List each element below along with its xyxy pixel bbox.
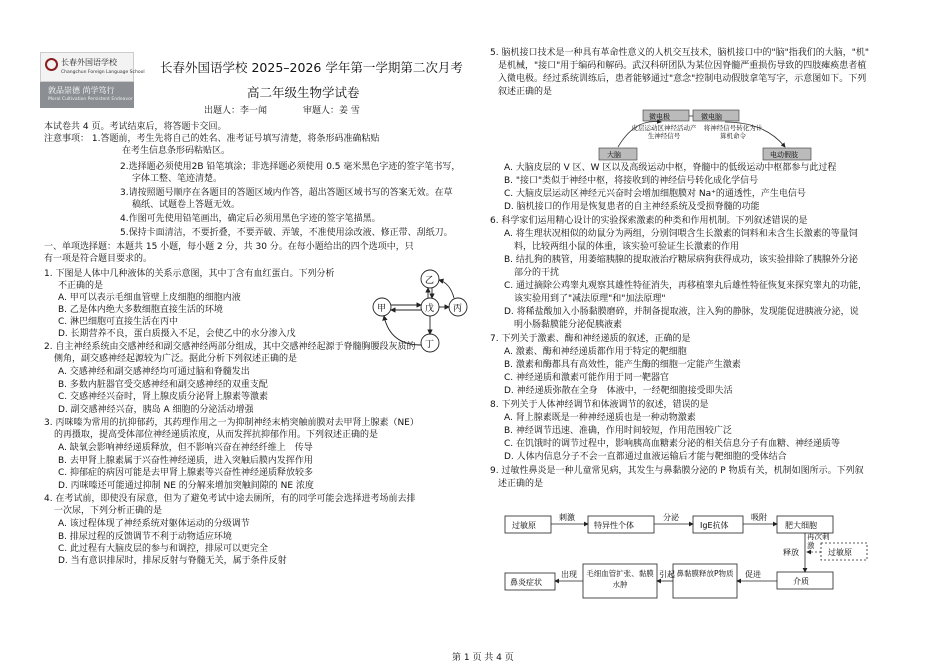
specific-label: 特异性个体 [594, 521, 634, 530]
right-text-line: 是机械，"接口"用于编码和解码。武汉科研团队为某位因脊髓严重损伤导致的四肢瘫痪患者植 [498, 61, 867, 71]
mast-label: 肥大细胞 [785, 521, 817, 530]
left-text-line: 不正确的是 [58, 281, 104, 291]
right-text-line: C. 大脑皮层运动区神经元兴奋时会增加细胞膜对 Na⁺的通透性，产生电信号 [504, 189, 806, 199]
right-text-line: B. 结扎狗的胰管，用萎缩胰腺的提取液治疗糖尿病狗获得成功，该实验排除了胰腺外分泌 [504, 255, 858, 265]
logo-motto-en: Moral Cultivation Persistent Endeavor [48, 97, 133, 102]
right-text-line: 6. 科学家们运用精心设计的实验探索激素的种类和作用机制。下列叙述错误的是 [490, 216, 808, 226]
right-text-line: B. 神经调节迅速、准确，作用时间较短，作用范围较广泛 [504, 426, 732, 436]
promote-label: 促进 [745, 570, 761, 579]
right-text-line: A. 激素、酶和神经递质都作用于特定的靶细胞 [504, 347, 687, 357]
right-text-line: B. 激素和酶都具有高效性，能产生酶的细胞一定能产生激素 [504, 360, 741, 370]
allergen-label: 过敏原 [512, 521, 536, 530]
exam-title: 长春外国语学校 2025–2026 学年第一学期第二次月考 [160, 60, 463, 75]
micro-electrode-label: 微电极 [649, 113, 670, 121]
allergen2-label: 过敏原 [828, 548, 852, 557]
right-text-line: 叙述正确的是 [498, 87, 553, 97]
nasal-label: 鼻黏膜释放P物质 [676, 569, 734, 578]
secrete-label: 分泌 [663, 513, 679, 522]
left-text-line: 的再摄取，提高受体部位神经递质浓度，从而发挥抗抑郁作用。下列叙述正确的是 [54, 430, 379, 440]
left-text-line: B. 乙是体内绝大多数细胞直接生活的环境 [58, 305, 223, 315]
left-text-line: 一、单项选择题：本题共 15 小题，每小题 2 分，共 30 分。在每小题给出的四个选项中，只 [44, 242, 414, 252]
right-text-line: 7. 下列关于激素、酶和神经递质的叙述，正确的是 [490, 334, 691, 344]
left-text-line: C. 此过程有大脑皮层的参与和调控，排尿可以更完全 [58, 544, 269, 554]
appear-label: 出现 [561, 570, 577, 579]
bci-diagram [595, 108, 825, 164]
left-text-line: C. 抑郁症的病因可能是去甲肾上腺素等兴奋性神经递质释放较多 [58, 468, 314, 478]
page-footer: 第 1 页 共 4 页 [452, 653, 514, 663]
right-text-line: A. 肾上腺素既是一种神经递质也是一种动物激素 [504, 413, 696, 423]
left-text-line: 3. 丙咪嗪为常用的抗抑郁药，其药理作用之一为抑制神经末梢突触前膜对去甲肾上腺素（NE） [44, 418, 419, 428]
brain-label: 大脑 [607, 151, 621, 159]
right-text-line: C. 神经递质和激素可能作用于同一靶器官 [504, 373, 670, 383]
left-text-line: D. 当有意识排尿时，排尿反射与脊髓无关，属于条件反射 [58, 556, 287, 566]
left-text-line: D. 丙咪嗪还可能通过抑制 NE 的分解来增加突触间隙的 NE 浓度 [58, 481, 314, 491]
left-text-line: 5.保持卡面清洁，不要折叠，不要弄破、弄皱，不准使用涂改液、修正带、刮纸刀。 [120, 228, 453, 238]
label-ding: 丁 [425, 340, 435, 350]
exam-subtitle: 高二年级生物学试卷 [247, 85, 360, 100]
seal-icon [45, 58, 58, 71]
again-stimulate-label: 再次刺激 [807, 532, 830, 550]
left-text-line: 4. 在考试前，即使没有尿意，但为了避免考试中途去厕所，有的同学可能会选择进考场前去排 [44, 494, 416, 504]
right-text-line: C. 通过摘除公鸡睾丸观察其雄性特征消失，再移植睾丸后雄性特征恢复来探究睾丸的功能， [504, 281, 868, 291]
label-jia: 甲 [377, 304, 387, 314]
right-text-line: 料，比较两组小鼠的体重，该实验可验证生长激素的作用 [514, 242, 740, 252]
right-text-line: D. 将稀盐酸加入小肠黏膜磨碎，并制备提取液，注入狗的静脉，发现能促进胰液分泌，说 [504, 307, 859, 317]
right-text-line: C. 在饥饿时的调节过程中，影响胰高血糖素分泌的相关信息分子有血糖、神经递质等 [504, 439, 841, 449]
right-text-line: 该实验用到了"减法原理"和"加法原理" [514, 294, 666, 304]
left-text-line: B. 多数内脏器官受交感神经和副交感神经的双重支配 [58, 380, 268, 390]
right-text-line: A. 将生理状况相似的幼鼠分为两组，分别饲喂含生长激素的饲料和未含生长激素的等量饲 [504, 229, 858, 239]
logo-header [40, 52, 145, 82]
authors: 出题人：李一闻 审题人：姜 雪 [204, 106, 360, 116]
fluid-diagram [360, 265, 470, 370]
logo-en: Changchun Foreign Language School [61, 70, 145, 75]
right-text-line: D. 脑机接口的作用是恢复患者的自主神经系统及受损脊髓的功能 [504, 202, 760, 212]
mediator-label: 介质 [793, 577, 809, 586]
right-text-line: 述正确的是 [498, 479, 544, 489]
left-text-line: 1. 下图是人体中几种液体的关系示意图，其中丁含有血红蛋白。下列分析 [44, 269, 335, 279]
left-text-line: A. 交感神经和副交感神经均可通过脑和脊髓发出 [58, 367, 250, 377]
right-text-line: D. 人体内信息分子不会一直都通过血液运输后才能与靶细胞的受体结合 [504, 452, 787, 462]
left-text-line: 本试卷共 4 页。考试结束后，将答题卡交回。 [44, 122, 227, 132]
logo-motto: 敦品崇德 尚学笃行 [48, 86, 115, 95]
ige-label: IgE抗体 [700, 521, 729, 530]
left-note: 皮层运动区神经活动产生神经信号 [631, 124, 697, 140]
right-note: 将神经信号转化为计算机命令 [703, 124, 763, 140]
right-text-line: B. "接口"类似于神经中枢，将接收到的神经信号转化成化学信号 [504, 176, 759, 186]
right-text-line: 入微电极。经过系统训练后，患者能够通过"意念"控制电动假肢拿笔写字，示意图如下。下列 [498, 74, 867, 84]
symptom-label: 鼻炎症状 [510, 578, 542, 587]
left-text-line: A. 甲可以表示毛细血管壁上皮细胞的细胞内液 [58, 293, 241, 303]
left-text-line: 有一项是符合题目要求的。 [44, 254, 153, 264]
left-text-line: 一次尿，下列分析正确的是 [54, 506, 163, 516]
left-text-line: 在考生信息条形码粘贴区。 [122, 146, 231, 156]
left-text-line: A. 缺氧会影响神经递质释放，但不影响兴奋在神经纤维上 传导 [58, 443, 313, 453]
left-text-line: C. 淋巴细胞可直接生活在丙中 [58, 317, 179, 327]
label-yi: 乙 [425, 276, 435, 286]
school-logo [40, 52, 145, 108]
left-text-line: 侧角，副交感神经起源较为广泛。据此分析下列叙述正确的是 [54, 354, 298, 364]
right-text-line: 5. 脑机接口技术是一种具有革命性意义的人机交互技术，脑机接口中的"脑"指我们的大脑，"机" [490, 48, 870, 58]
left-text-line: 注意事项： 1.答题前，考生先将自己的姓名、准考证号填写清楚，将条形码准确粘贴 [44, 134, 380, 144]
left-text-line: B. 排尿过程的反馈调节不利于动物适应环境 [58, 532, 232, 542]
left-text-line: 字体工整、笔迹清楚。 [132, 174, 223, 184]
left-text-line: D. 副交感神经兴奋，胰岛 A 细胞的分泌活动增强 [58, 405, 254, 415]
logo-cn: 长春外国语学校 [61, 58, 117, 67]
prosthesis-label: 电动假肢 [770, 151, 798, 159]
left-text-line: 2.选择题必须使用2B 铅笔填涂；非选择题必须使用 0.5 毫米黑色字迹的签字笔书写， [120, 162, 461, 172]
right-text-line: D. 神经递质弥散在全身 体液中，一经靶细胞接受即失活 [504, 386, 733, 396]
release-label: 释放 [783, 548, 799, 557]
right-text-line: 8. 下列关于人体神经调节和体液调节的叙述，错误的是 [490, 400, 709, 410]
right-text-line: 明小肠黏膜能分泌促胰液素 [514, 320, 623, 330]
allergy-diagram [503, 510, 873, 618]
stimulate-label: 刺激 [559, 513, 575, 522]
left-text-line: 2. 自主神经系统由交感神经和副交感神经两部分组成，其中交感神经起源于脊髓胸腰段灰质的 [44, 342, 416, 352]
adsorb-label: 吸附 [751, 513, 767, 522]
left-text-line: A. 该过程体现了神经系统对躯体运动的分级调节 [58, 519, 250, 529]
right-text-line: 9. 过敏性鼻炎是一种儿童常见病，其发生与鼻黏膜分泌的 P 物质有关，机制如图所示。下列叙 [490, 466, 864, 476]
left-text-line: 3.请按照题号顺序在各题目的答题区域内作答，超出答题区域书写的答案无效。在草 [120, 188, 453, 198]
right-text-line: 部分的干扰 [514, 268, 560, 278]
left-text-line: D. 长期营养不良，蛋白质摄入不足，会使乙中的水分渗入戊 [58, 329, 296, 339]
left-text-line: 4.作图可先使用铅笔画出，确定后必须用黑色字迹的签字笔描黑。 [120, 214, 381, 224]
right-text-line: A. 大脑皮层的 V 区、W 区以及高级运动中枢，脊髓中的低级运动中枢都参与此过程 [504, 163, 837, 173]
left-text-line: 稿纸、试题卷上答题无效。 [132, 200, 241, 210]
label-bing: 丙 [453, 304, 463, 314]
left-text-line: B. 去甲肾上腺素属于兴奋性神经递质，进入突触后膜内发挥作用 [58, 456, 313, 466]
cause-label: 引起 [659, 570, 675, 579]
label-wu: 戊 [425, 304, 435, 314]
micro-computer-label: 微电脑 [701, 113, 722, 121]
capillary-label: 毛细血管扩张、黏膜水肿 [586, 569, 654, 589]
left-text-line: C. 交感神经兴奋时，肾上腺皮质分泌肾上腺素等激素 [58, 392, 269, 402]
